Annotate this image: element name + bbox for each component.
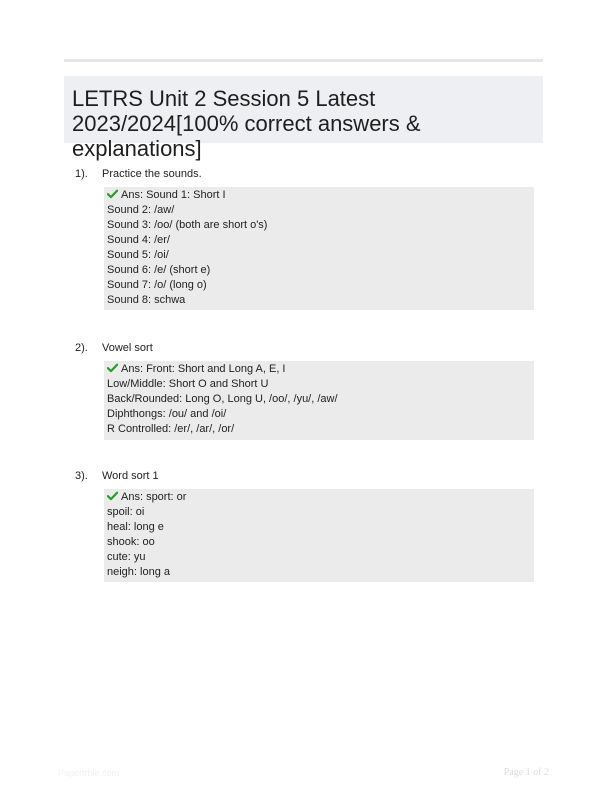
answer-line: cute: yu	[107, 551, 146, 563]
answer-line: Sound 8: schwa	[107, 294, 186, 306]
question-number: 2).	[75, 342, 88, 354]
answer-line: Sound 6: /e/ (short e)	[107, 264, 211, 276]
check-icon	[107, 491, 118, 501]
answer-line	[107, 188, 531, 203]
answer-box	[104, 489, 534, 582]
answer-line: R Controlled: /er/, /ar/, /or/	[107, 423, 235, 435]
answer-line: Sound 3: /oo/ (both are short o's)	[107, 219, 268, 231]
footer-watermark: Papertrble.com	[58, 768, 120, 778]
page-number: Page 1 of 2	[503, 767, 549, 778]
check-icon	[107, 363, 118, 373]
question-text: Practice the sounds.	[102, 168, 202, 180]
answer-line: spoil: oi	[107, 506, 145, 518]
answer-line: heal: long e	[107, 521, 164, 533]
answer-line	[107, 490, 531, 505]
question-text: Word sort 1	[102, 470, 159, 482]
answer-line: neigh: long a	[107, 566, 170, 578]
answer-line: Diphthongs: /ou/ and /oi/	[107, 408, 227, 420]
page-title: LETRS Unit 2 Session 5 Latest 2023/2024[100% correct answers & explanations]	[72, 86, 421, 161]
answer-line: Back/Rounded: Long O, Long U, /oo/, /yu/, /aw/	[107, 393, 338, 405]
answer-line: Sound 5: /oi/	[107, 249, 169, 261]
answer-line	[107, 362, 531, 377]
answer-text: Ans: Sound 1: Short I	[121, 189, 226, 201]
answer-box	[104, 361, 534, 440]
answer-line: shook: oo	[107, 536, 155, 548]
answer-line: Low/Middle: Short O and Short U	[107, 378, 269, 390]
question-number: 3).	[75, 470, 88, 482]
header-divider	[64, 59, 543, 62]
answer-text: Ans: sport: or	[121, 491, 187, 503]
answer-line: Sound 2: /aw/	[107, 204, 175, 216]
question-number: 1).	[75, 168, 88, 180]
question-text: Vowel sort	[102, 342, 153, 354]
answer-line: Sound 7: /o/ (long o)	[107, 279, 207, 291]
check-icon	[107, 189, 118, 199]
answer-line: Sound 4: /er/	[107, 234, 170, 246]
answer-box	[104, 187, 534, 310]
title-banner	[64, 76, 543, 161]
answer-text: Ans: Front: Short and Long A, E, I	[121, 363, 286, 375]
